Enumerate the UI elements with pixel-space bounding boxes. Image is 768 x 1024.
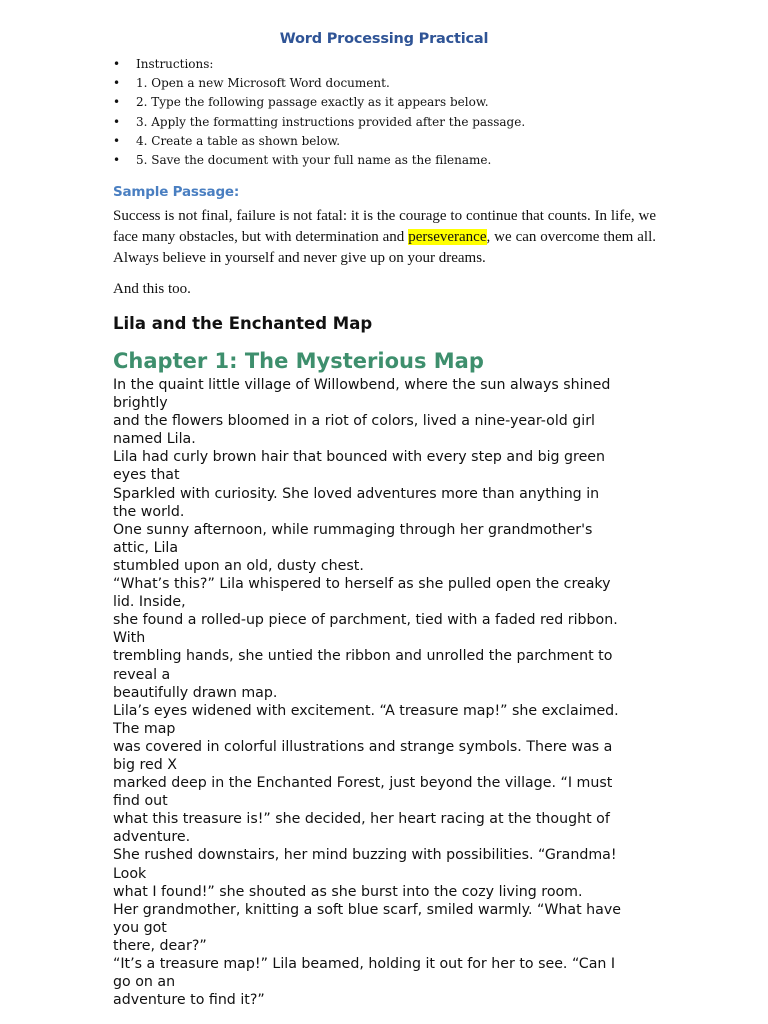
story-line: Lila’s eyes widened with excitement. “A treasure map!” she exclaimed. xyxy=(113,702,619,719)
story-line: and the flowers bloomed in a riot of colors, lived a nine-year-old girl xyxy=(113,413,595,430)
story-line: Look xyxy=(113,865,147,882)
instruction-text: 1. Open a new Microsoft Word document. xyxy=(136,76,390,91)
story-line: named Lila. xyxy=(113,431,196,448)
story-line: was covered in colorful illustrations and strange symbols. There was a xyxy=(113,738,613,755)
bullet-icon: • xyxy=(113,114,121,129)
story-line: you got xyxy=(113,919,167,936)
story-line: the world. xyxy=(113,503,185,520)
story-line: marked deep in the Enchanted Forest, just beyond the village. “I must xyxy=(113,775,613,792)
instruction-item xyxy=(113,55,525,74)
passage-text-end: , we can overcome them all. Always believe in yourself and never give up on your dreams. xyxy=(113,228,656,266)
instruction-item xyxy=(113,113,525,132)
story-line: “It’s a treasure map!” Lila beamed, holding it out for her to see. “Can I xyxy=(113,956,616,972)
instruction-text: 3. Apply the formatting instructions provided after the passage. xyxy=(136,114,526,129)
story-line: The map xyxy=(113,720,176,737)
instruction-item xyxy=(113,74,525,93)
instruction-text: Instructions: xyxy=(136,57,214,71)
story-line: what I found!” she shouted as she burst into the cozy living room. xyxy=(113,883,583,900)
story-line: Her grandmother, knitting a soft blue scarf, smiled warmly. “What have xyxy=(113,901,621,918)
story-line: adventure to find it?” xyxy=(113,992,265,1009)
story-line: big red X xyxy=(113,756,177,773)
instruction-text: 4. Create a table as shown below. xyxy=(136,133,341,148)
document-title: Word Processing Practical xyxy=(279,31,489,47)
story-line: beautifully drawn map. xyxy=(113,684,278,701)
sample-passage xyxy=(113,206,656,268)
story-line: trembling hands, she untied the ribbon and unrolled the parchment to xyxy=(113,648,613,665)
story-line: In the quaint little village of Willowbend, where the sun always shined xyxy=(113,377,611,393)
bullet-icon: • xyxy=(113,95,121,110)
chapter-title: Chapter 1: The Mysterious Map xyxy=(113,349,484,373)
story-line: Lila had curly brown hair that bounced with every step and big green xyxy=(113,449,606,466)
story-line: With xyxy=(113,630,146,647)
highlighted-word: perseverance xyxy=(408,228,487,245)
story-title: Lila and the Enchanted Map xyxy=(113,314,373,333)
story-line: attic, Lila xyxy=(113,539,179,556)
story-line: adventure. xyxy=(113,829,191,846)
story-line: what this treasure is!” she decided, her heart racing at the thought of xyxy=(113,811,610,828)
story-line: reveal a xyxy=(113,666,171,683)
story-line: eyes that xyxy=(113,467,180,484)
story-line: go on an xyxy=(113,974,176,991)
instruction-item xyxy=(113,93,525,112)
story-line: She rushed downstairs, her mind buzzing with possibilities. “Grandma! xyxy=(113,847,617,864)
story-body xyxy=(113,376,658,1009)
extra-line: And this too. xyxy=(113,281,191,297)
story-line: there, dear?” xyxy=(113,937,207,954)
bullet-icon: • xyxy=(113,152,121,167)
story-line: Sparkled with curiosity. She loved adventures more than anything in xyxy=(113,485,600,502)
bullet-icon: • xyxy=(113,57,121,71)
passage-text-start: Success is not final, failure is not fatal: it is the courage to continue that counts. In life, we face many obstacles, but with determination and xyxy=(113,208,656,245)
bullet-icon: • xyxy=(113,76,121,91)
bullet-icon: • xyxy=(113,133,121,148)
story-line: she found a rolled-up piece of parchment, tied with a faded red ribbon. xyxy=(113,612,618,629)
story-line: stumbled upon an old, dusty chest. xyxy=(113,557,364,574)
instruction-text: 5. Save the document with your full name as the filename. xyxy=(136,152,492,167)
instructions-list xyxy=(113,55,525,170)
instruction-item xyxy=(113,151,525,170)
story-line: lid. Inside, xyxy=(113,594,186,611)
story-line: brightly xyxy=(113,395,168,412)
story-line: “What’s this?” Lila whispered to herself as she pulled open the creaky xyxy=(113,576,611,593)
story-line: find out xyxy=(113,793,168,810)
instruction-text: 2. Type the following passage exactly as it appears below. xyxy=(136,95,489,110)
instruction-item xyxy=(113,132,525,151)
story-line: One sunny afternoon, while rummaging through her grandmother's xyxy=(113,521,593,538)
document-page xyxy=(113,0,658,1024)
sample-passage-heading: Sample Passage: xyxy=(113,184,240,200)
